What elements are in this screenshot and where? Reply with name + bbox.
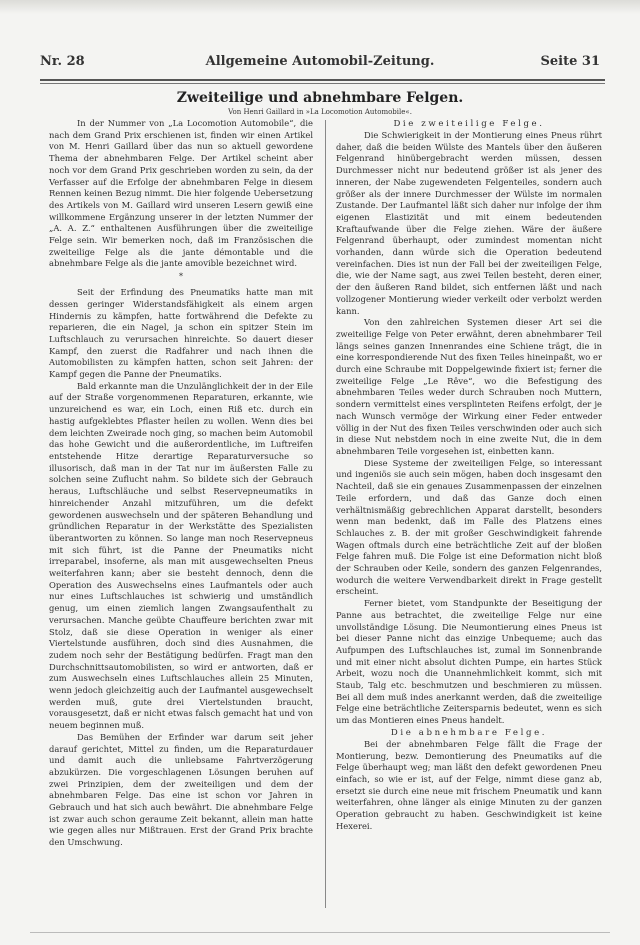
page-bottom-edge: [30, 932, 610, 933]
publication-title: Allgemeine Automobil-Zeitung.: [205, 54, 435, 69]
issue-number: Nr. 28: [40, 54, 85, 69]
section-heading-removable-rim: Die abnehmbare Felge.: [390, 727, 548, 738]
body-paragraph: Bei der abnehmbaren Felge fällt die Frage der Montierung, bezw. Demontierung des Pneumatiks auf die Felge überhaupt weg; man läßt den defekt gewordenen Pneu einfach, so wie er ist, auf der Felge, nimmt diese ganz ab, ersetzt sie durch eine neue mit frischem Pneumatik und kann weiterfahren, ohne länger als einige Minuten zu der ganzen Operation gebraucht zu haben. Geschwindigkeit ist keine Hexerei.: [336, 738, 602, 831]
body-paragraph: Das Bemühen der Erfinder war darum seit jeher darauf gerichtet, Mittel zu finden, um die Reparaturdauer und damit auch die unliebsame Fahrtverzögerung abzukürzen. Die vorgeschlagenen Lösungen beruhen auf zwei Prinzipien, dem der zweiteiligen und dem der abnehmbaren Felge. Das eine ist schon vor Jahren in Gebrauch und hat sich auch bewährt. Die abnehmbare Felge ist zwar auch schon geraume Zeit bekannt, allein man hatte wie gegen alles nur Mißtrauen. Erst der Grand Prix brachte den Umschwung.: [49, 731, 313, 848]
article-byline: Von Henri Gaillard in »La Locomotion Automobile«.: [228, 108, 412, 116]
body-paragraph: Von den zahlreichen Systemen dieser Art sei die zweiteilige Felge von Peter erwähnt, deren abnehmbarer Teil längs seines ganzen Innenrandes eine Schiene trägt, die in eine korrespondierende Nut des fixen Teiles hineinpaßt, wo er durch eine Schraube mit Doppelgewinde fixiert ist; ferner die zweiteilige Felge „Le Rêve“, wo die Befestigung des abnehmbaren Teiles weder durch Schrauben noch Muttern, sondern vermittelst eines versplinteten Reifens erfolgt, der je nach Wunsch vermöge der Wirkung einer Feder entweder völlig in der Nut des fixen Teiles verschwinden oder auch sich in diese Nut nebstdem noch in eine zweite Nut, die in dem abnehmbaren Teile vorgesehen ist, einbetten kann.: [336, 317, 602, 456]
body-paragraph: Diese Systeme der zweiteiligen Felge, so interessant und ingeniös sie auch sein mögen, haben doch insgesamt den Nachteil, daß sie ein genaues Zusammenpassen der einzelnen Teile erfordern, und daß das Ganze doch einen verhältnismäßig gebrechlichen Apparat darstellt, besonders wenn man bedenkt, daß im Falle des Platzens eines Schlauches z. B. der mit großer Geschwindigkeit fahrende Wagen oftmals durch eine beträchtliche Zeit auf der bloßen Felge fahren muß. Die Folge ist eine Deformation nicht bloß der Schrauben oder Keile, sondern des ganzen Felgenrandes, wodurch die weitere Verwendbarkeit direkt in Frage gestellt erscheint.: [336, 457, 602, 597]
body-paragraph: Ferner bietet, vom Standpunkte der Beseitigung der Panne aus betrachtet, die zweiteilige Felge nur eine unvollständige Lösung. Die Neumontierung eines Pneus ist bei dieser Panne nicht das einzige Unbequeme; auch das Aufpumpen des Luftschlauches ist, zumal im Sonnenbrande und mit einer nicht absolut dichten Pumpe, ein hartes Stück Arbeit, wozu noch die Unannehmlichkeit kommt, sich mit Staub, Talg etc. beschmutzen und beschmieren zu müssen. Bei all dem muß indes anerkannt werden, daß die zweiteilige Felge eine beträchtliche Zeitersparnis bedeutet, wenn es sich um das Montieren eines Pneus handelt.: [336, 598, 602, 726]
section-heading-two-part-rim: Die zweiteilige Felge.: [393, 119, 545, 129]
body-paragraph: Seit der Erfindung des Pneumatiks hatte man mit dessen geringer Widerstandsfähigkeit als einem argen Hindernis zu kämpfen, hatte fortwährend die Defekte zu reparieren, die ein Nagel, ja schon ein spitzer Stein im Luftschlauch zu verursachen hinreichte. So dauert dieser Kampf, den zuerst die Radfahrer und nach ihnen die Automobilisten zu kämpfen hatten, schon seit Jahren: der Kampf gegen die Panne der Pneumatiks.: [49, 287, 313, 380]
column-divider: [325, 120, 326, 908]
section-separator: *: [179, 272, 183, 282]
article-title: Zweiteilige und abnehmbare Felgen.: [176, 90, 464, 106]
scan-edge-shadow: [0, 0, 640, 14]
body-paragraph: Die Schwierigkeit in der Montierung eines Pneus rührt daher, daß die beiden Wülste des Mantels über den äußeren Felgenrand hinübergebracht werden müssen, dessen Durchmesser nicht nur bedeutend größer ist als jener des inneren, der Nabe zugewendeten Felgenteiles, sondern auch größer als der innere Durchmesser der Wülste im normalen Zustande. Der Laufmantel läßt sich daher nur infolge der ihm eigenen Elastizität und mit einem bedeutenden Kraftaufwande über die Felge ziehen. Wäre der äußere Felgenrand überhaupt, oder zumindest momentan nicht vorhanden, dann würde sich die Operation bedeutend vereinfachen. Dies ist nun der Fall bei der zweiteiligen Felge, die, wie der Name sagt, aus zwei Teilen besteht, deren einer, der den äußeren Rand bildet, sich entfernen läßt und nach vollzogener Montierung wieder verkeilt oder verbolzt werden kann.: [336, 130, 602, 316]
header-rule-thin: [40, 83, 605, 84]
right-column: [336, 118, 602, 832]
page-number: Seite 31: [540, 54, 600, 69]
page-header: [40, 54, 600, 74]
body-paragraph: Bald erkannte man die Unzulänglichkeit der in der Eile auf der Straße vorgenommenen Reparaturen, erkannte, wie unzureichend es war, ein Loch, einen Riß etc. durch ein hastig aufgeklebtes Pflaster heilen zu wollen. Wenn dies bei dem leichten Zweirade noch ging, so machen beim Automobil das hohe Gewicht und die außerordentliche, im Luftreifen entstehende Hitze derartige Reparaturversuche so illusorisch, daß man in der Tat nur im äußersten Falle zu solchen seine Zuflucht nahm. So bildete sich der Gebrauch heraus, Luftschläuche und selbst Reservepneumatiks in hinreichender Anzahl mitzuführen, um die defekt gewordenen auswechseln und der späteren Behandlung und gründlichen Reparatur in der Werkstätte des Spezialisten überantworten zu können. So lange man noch Reservepneus mit sich führt, ist die Panne der Pneumatiks nicht irreparabel, insoferne, als man mit ausgewechselten Pneus weiterfahren kann; aber sie besteht dennoch, denn die Operation des Auswechselns eines Laufmantels oder auch nur eines Luftschlauches ist schwierig und umständlich genug, um einen ziemlich langen Zwangsaufenthalt zu verursachen. Manche geübte Chauffeure berichten zwar mit Stolz, daß sie diese Operation in weniger als einer Viertelstunde ausführen, doch sind dies Ausnahmen, die zudem noch sehr der Bestätigung bedürfen. Fragt man den Durchschnittsautomobilisten, so wird er antworten, daß er zum Auswechseln eines Luftschlauches allein 25 Minuten, wenn jedoch gleichzeitig auch der Laufmantel ausgewechselt werden muß, gute drei Viertelstunden braucht, vorausgesetzt, daß er nicht etwas falsch gemacht hat und von neuem beginnen muß.: [49, 380, 313, 731]
intro-paragraph: In der Nummer von „La Locomotion Automobile“, die nach dem Grand Prix erschienen ist, finden wir einen Artikel von M. Henri Gaillard über das nun so aktuell gewordene Thema der abnehmbaren Felge. Der Artikel scheint aber noch vor dem Grand Prix geschrieben worden zu sein, da der Verfasser auf die Erfolge der abnehmbaren Felge in diesem Rennen keinen Bezug nimmt. Die hier folgende Uebersetzung des Artikels von M. Gaillard wird unseren Lesern gewiß eine willkommene Ergänzung unserer in der letzten Nummer der „A. A. Z.“ enthaltenen Ausführungen über die zweiteilige Felge sein. Wir bemerken noch, daß im Französischen die zweiteilige Felge als die jante démontable und die abnehmbare Felge als die jante amovible bezeichnet wird.: [49, 118, 313, 269]
left-column: [49, 118, 313, 849]
header-rule-thick: [40, 79, 605, 81]
